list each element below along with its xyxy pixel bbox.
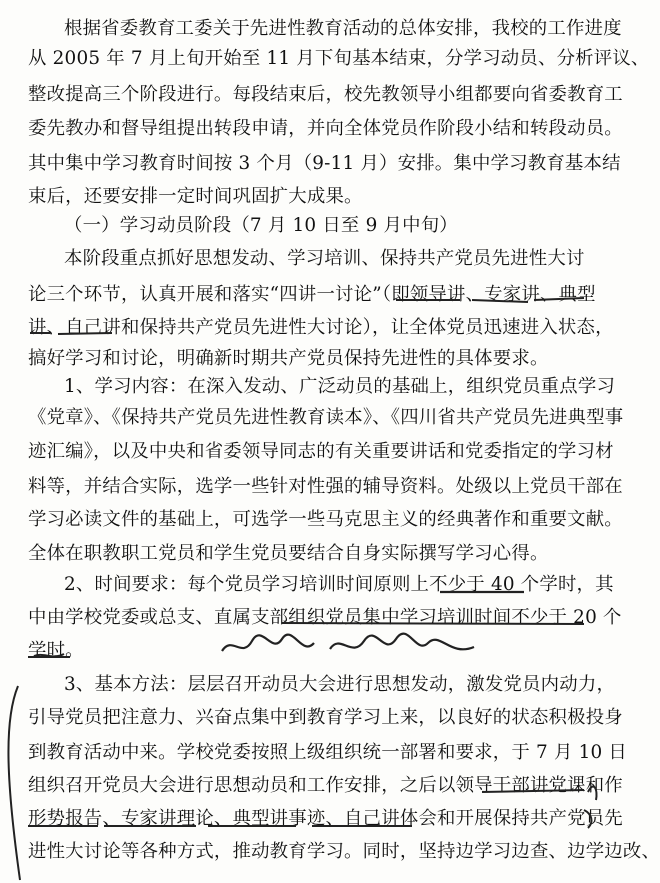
- margin-bracket: [8, 686, 20, 880]
- text-line: 学时。: [28, 640, 84, 661]
- text-line: 迹汇编》，以及中央和省委领导同志的有关重要讲话和党委指定的学习材: [28, 441, 614, 462]
- text-line: 引导党员把注意力、兴奋点集中到教育学习上来，以良好的状态积极投身: [28, 707, 623, 728]
- text-line: 中由学校党委或总支、直属支部组织党员集中学习培训时间不少于 20 个: [28, 607, 622, 628]
- text-line: 到教育活动中来。学校党委按照上级组织统一部署和要求，于 7 月 10 日: [28, 742, 628, 763]
- text-line: 学习必读文件的基础上，可选学一些马克思主义的经典著作和重要文献。: [28, 509, 623, 530]
- handwritten-note: [218, 629, 478, 663]
- text-line: 2、时间要求：每个党员学习培训时间原则上不少于 40 个学时，其: [64, 574, 614, 595]
- text-line: 搞好学习和讨论，明确新时期共产党员保持先进性的具体要求。: [28, 348, 549, 369]
- text-line: 《党章》、《保持共产党员先进性教育读本》、《四川省共产党员先进典型事: [28, 407, 624, 428]
- text-line: 料等，并结合实际，选学一些针对性强的辅导资料。处级以上党员干部在: [28, 476, 623, 497]
- text-line: 讲、自己讲和保持共产党员先进性大讨论），让全体党员迅速进入状态，: [28, 317, 614, 338]
- section-heading: （一）学习动员阶段（7 月 10 日至 9 月中旬）: [64, 215, 458, 236]
- text-line: 其中集中学习教育时间按 3 个月（9-11 月）安排。集中学习教育基本结: [28, 153, 621, 174]
- text-line: 从 2005 年 7 月上旬开始至 11 月下旬基本结束，分学习动员、分析评议、: [28, 48, 650, 69]
- text-line: 组织召开党员大会进行思想动员和工作安排，之后以领导干部讲党课和作: [28, 775, 623, 796]
- text-line: 进性大讨论等各种方式，推动教育学习。同时，坚持边学习边查、边学边改、: [28, 841, 660, 862]
- text-line: 论三个环节，认真开展和落实“四讲一讨论”（即领导讲、专家讲、典型: [28, 284, 596, 305]
- text-line: 形势报告、专家讲理论、典型讲事迹、自己讲体会和开展保持共产党员先: [28, 808, 623, 829]
- text-line: 3、基本方法：层层召开动员大会进行思想发动，激发党员内动力，: [64, 674, 616, 695]
- text-line: 整改提高三个阶段进行。每段结束后，校先教领导小组都要向省委教育工: [28, 84, 623, 105]
- text-line: 1、学习内容：在深入发动、广泛动员的基础上，组织党员重点学习: [64, 376, 616, 397]
- text-line: 全体在职教职工党员和学生党员要结合自身实际撰写学习心得。: [28, 543, 549, 564]
- text-line: 根据省委教育工委关于先进性教育活动的总体安排，我校的工作进度: [64, 18, 622, 39]
- text-line: 本阶段重点抓好思想发动、学习培训、保持共产党员先进性大讨: [64, 248, 585, 269]
- text-line: 束后，还要安排一定时间巩固扩大成果。: [28, 186, 363, 207]
- text-line: 委先教办和督导组提出转段申请，并向全体党员作阶段小结和转段动员。: [28, 118, 623, 139]
